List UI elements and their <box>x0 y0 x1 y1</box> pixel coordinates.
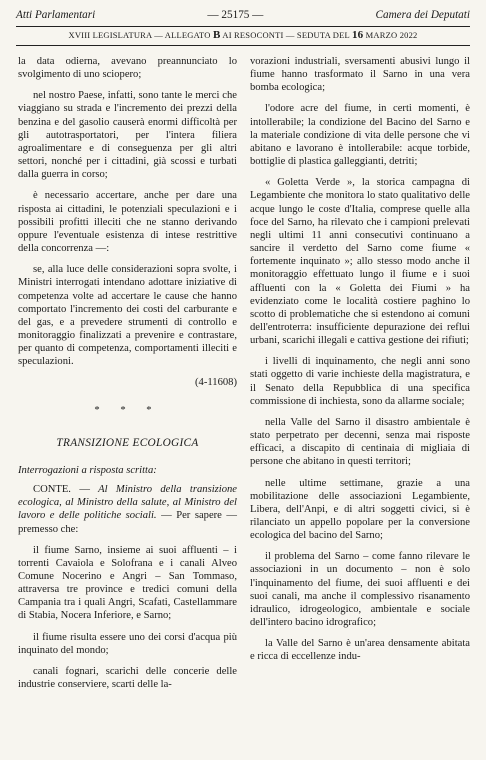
paragraph: la data odierna, avevano preannunciato lo svolgimento di uno sciopero; <box>18 56 237 81</box>
right-column <box>250 55 470 672</box>
session-line <box>16 29 470 41</box>
intro-rest: — Per sapere — premesso che: <box>18 510 237 535</box>
paragraph: vorazioni industriali, sversamenti abusivi lungo il fiume hanno trasformato il Sarno in una vera bomba ecologica; <box>250 56 470 94</box>
paragraph: i livelli di inquinamento, che negli anni sono stati oggetto di varie inchieste della magistratura, e il Senato della Repubblica di una specifica commissione di inchiesta, sono da allarme sociale; <box>250 356 470 407</box>
section-title: TRANSIZIONE ECOLOGICA <box>56 436 199 449</box>
left-column <box>18 55 237 699</box>
paragraph: se, alla luce delle considerazioni sopra svolte, i Ministri interrogati intendano adottare iniziative di competenza volte ad accertare le cause che hanno comportato l'incremento dei costi del carburante e del gas, e a prevedere strumenti di controllo e monitoraggio finalizzati a prevenire e contrastare, per quanto di competenza, comportamenti illeciti e speculazioni. <box>18 264 237 368</box>
header-left: Atti Parlamentari <box>16 9 96 21</box>
paragraph: nel nostro Paese, infatti, sono tante le merci che viaggiano su strada e l'incremento dei prezzi della benzina e del gasolio causerà enormi difficoltà per gli autotrasportatori, per l'intera filiera agroalimentare e di conseguenza per gli altri settori, nonché per i cittadini, già scossi e turbati dalla guerra in corso; <box>18 90 237 181</box>
header-rule-bottom <box>16 45 470 46</box>
paragraph: il fiume Sarno, insieme ai suoi affluenti – i torrenti Cavaiola e Solofrana e i canali Alveo Comune Nocerino e Angri – San Tommaso, attraversa tre province e tredici comuni della Campania tra i quali Angri, Scafati, Castellammare di Stabia, Nocera Inferiore, e Sarno; <box>18 544 237 622</box>
paragraph: il fiume risulta essere uno dei corsi d'acqua più inquinato del mondo; <box>18 631 237 656</box>
paragraph: l'odore acre del fiume, in certi momenti, è intollerabile; la condizione del Bacino del Sarno e la materiale condizione di vita delle persone che vi abitano e lavorano è intollerabile: acque torbide, bottiglie di plastica galleggianti, detriti; <box>250 103 470 168</box>
reference-number: (4-11608) <box>195 377 237 389</box>
session-day: 16 <box>351 29 364 41</box>
paragraph: canali fognari, scarichi delle concerie delle industrie conserviere, scarti delle la- <box>18 665 237 691</box>
paragraph: nella Valle del Sarno il disastro ambientale è stato perpetrato per decenni, senza mai risposte efficaci, a discapito di centinaia di migliaia di persone che abitano in questi territori; <box>250 416 470 468</box>
header-right: Camera dei Deputati <box>375 9 470 21</box>
paragraph: la Valle del Sarno è un'area densamente abitata e ricca di eccellenze indu- <box>250 638 470 663</box>
allegato-letter: B <box>212 29 221 41</box>
paragraph: il problema del Sarno – come fanno rilevare le associazioni in un documento – non è solo l'inquinamento del fiume, dei suoi affluenti e dei suoi canali, ma anche il complessivo risanamento idraulico, idrogeologico, ambientale e sociale dell'intero bacino idrografico; <box>250 551 470 629</box>
session-text-e: MARZO 2022 <box>363 30 418 40</box>
subsection-title: Interrogazioni a risposta scritta: <box>18 464 157 476</box>
session-text-c: AI RESOCONTI — SEDUTA DEL <box>220 30 352 40</box>
separator-stars: * * * <box>94 404 161 416</box>
paragraph: è necessario accertare, anche per dare una risposta ai cittadini, le potenziali speculazioni e i possibili profitti illeciti che ne stanno derivando oppure l'eventuale esistenza di intese restrittive della concorrenza —: <box>18 190 237 255</box>
session-text-a: XVIII LEGISLATURA — ALLEGATO <box>68 30 213 40</box>
header-rule-top <box>16 26 470 27</box>
paragraph: nelle ultime settimane, grazie a una mobilitazione delle associazioni Legambiente, Libera, dell'Anpi, e di altri soggetti civici, si è rilanciato un appello popolare per la conversione ecologica del bacino del Sarno; <box>250 477 470 542</box>
page-header <box>16 9 470 21</box>
paragraph: « Goletta Verde », la storica campagna di Legambiente che monitora lo stato qualitativo delle acque lungo le coste d'Italia, comprese quelle alla foce del Sarno, ha rilevato che i campioni prelevati negli ultimi 11 anni consecutivi continuano a sancire il verdetto del Sarno come fiume « fortemente inquinato »; allo stesso modo anche il monitoraggio effettuato lungo il fiume e i suoi affluenti con la « Goletta dei Fiumi » ha evidenziato come le località costiere paghino lo scotto di problematiche che si estendono ai comuni dell'entroterra: insufficiente depurazione dei reflui urbani, scarichi illegali e cattiva gestione dei rifiuti; <box>250 177 470 347</box>
interrogation-intro <box>18 483 237 536</box>
addressees: Al Ministro della transizione ecologica, al Ministro della salute, al Ministro del lavoro e delle politiche sociali. <box>18 484 237 522</box>
deputy-name: CONTE. — <box>33 484 90 496</box>
page-number: — 25175 — <box>207 9 264 21</box>
